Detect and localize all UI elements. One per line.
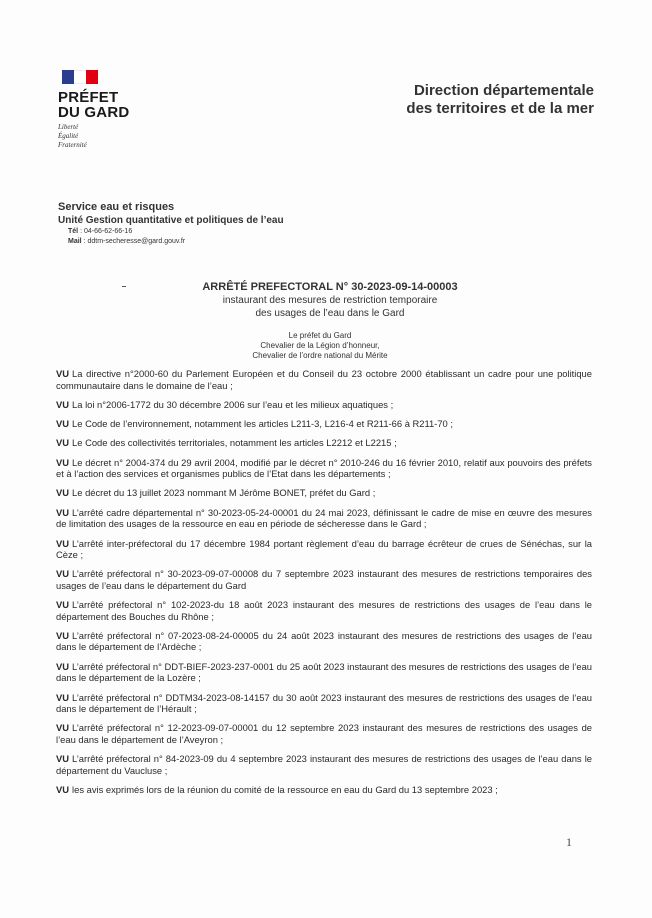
arrete-subtitle-1: instaurant des mesures de restriction temporaire (222, 295, 438, 306)
margin-mark (122, 286, 126, 287)
visa-item (56, 661, 592, 684)
visa-text: L’arrêté préfectoral n° 07-2023-08-24-00005 du 24 août 2023 instaurant des mesures de restrictions des usages de l’eau dans le département de l’Ardèche ; (56, 629, 592, 653)
visa-text: L’arrêté préfectoral n° DDT-BIEF-2023-237-0001 du 25 août 2023 instaurant des mesures de restrictions des usages de l’eau dans le département de la Lozère ; (56, 660, 592, 684)
visa-item (56, 507, 592, 530)
visas-list (56, 368, 592, 803)
flag-red-band (86, 70, 98, 84)
prefet-line-3: Chevalier de l’ordre national du Mérite (252, 351, 388, 360)
visa-text: L’arrêté préfectoral n° 12-2023-09-07-00001 du 12 septembre 2023 instaurant des mesures de restrictions des usages de l’eau dans le département de l’Aveyron ; (56, 722, 592, 745)
visa-prefix: VU (56, 368, 70, 379)
service-tel (58, 227, 284, 237)
visa-prefix: VU (56, 537, 70, 549)
visa-text: Le Code des collectivités territoriales, notamment les articles L2212 et L2215 ; (72, 437, 397, 449)
arrete-subtitle-2: des usages de l’eau dans le Gard (255, 308, 405, 319)
motto-egalite: Égalité (58, 132, 79, 140)
visa-item (56, 457, 592, 480)
tel-label: Tél (68, 228, 79, 235)
tel-value: : 04-66-62-66-16 (80, 228, 133, 235)
visa-text: Le Code de l’environnement, notamment les articles L211-3, L216-4 et R211-66 à R211-70 ; (72, 418, 453, 430)
visa-prefix: VU (56, 753, 70, 765)
direction-heading (406, 82, 594, 118)
visa-item (56, 538, 592, 561)
republic-motto (58, 123, 87, 150)
visa-text: les avis exprimés lors de la réunion du comité de la ressource en eau du Gard du 13 septembre 2023 ; (72, 783, 498, 795)
service-unit: Unité Gestion quantitative et politiques de l’eau (58, 215, 284, 226)
visa-text: Le décret du 13 juillet 2023 nommant M Jérôme BONET, préfet du Gard ; (72, 487, 376, 499)
flag-blue-band (62, 70, 74, 84)
page-number: 1 (566, 835, 572, 849)
logo-line-2: DU GARD (58, 104, 130, 121)
motto-liberte: Liberté (58, 123, 79, 131)
prefet-logo-text (58, 90, 129, 120)
prefet-titles (190, 331, 450, 361)
flag-white-band (74, 70, 86, 84)
visa-prefix: VU (56, 783, 70, 795)
visa-prefix: VU (56, 691, 70, 703)
visa-prefix: VU (56, 506, 70, 518)
visa-item (56, 784, 592, 796)
service-name: Service eau et risques (58, 201, 175, 213)
visa-item (56, 630, 592, 653)
logo-line-1: PRÉFET (58, 89, 119, 106)
visa-item (56, 568, 592, 591)
visa-item (56, 437, 592, 449)
visa-prefix: VU (56, 660, 70, 672)
visa-text: L’arrêté préfectoral n° DDTM34-2023-08-14157 du 30 août 2023 instaurant des mesures de restrictions des usages de l’eau dans le département de l’Hérault ; (56, 691, 592, 715)
service-block (58, 200, 284, 247)
prefet-line-1: Le préfet du Gard (288, 331, 352, 340)
service-mail (58, 237, 284, 247)
prefet-line-2: Chevalier de la Légion d’honneur, (260, 341, 380, 350)
visa-prefix: VU (56, 487, 70, 499)
visa-prefix: VU (56, 568, 70, 580)
visa-text: L’arrêté inter-préfectoral du 17 décembre 1984 portant règlement d’eau du barrage écrêteur de crues de Sénéchas, sur la Cèze ; (56, 537, 592, 561)
visa-item (56, 487, 592, 499)
direction-line-2: des territoires et de la mer (406, 100, 594, 117)
visa-text: L’arrêté préfectoral n° 30-2023-09-07-00008 du 7 septembre 2023 instaurant des mesures de restrictions temporaires des usages de l’eau dans le département du Gard (56, 568, 592, 591)
visa-prefix: VU (56, 722, 70, 734)
visa-prefix: VU (56, 629, 70, 641)
arrete-title-block (130, 280, 530, 320)
visa-text: L’arrêté préfectoral n° 102-2023-du 18 août 2023 instaurant des mesures de restrictions des usages de l’eau dans le département des Bouches du Rhône ; (56, 599, 592, 622)
french-flag-logo (62, 70, 98, 84)
direction-line-1: Direction départementale (413, 82, 594, 99)
visa-prefix: VU (56, 398, 70, 410)
visa-item (56, 368, 592, 391)
motto-fraternite: Fraternité (58, 141, 87, 149)
mail-value: : ddtm-secheresse@gard.gouv.fr (83, 238, 186, 245)
visa-prefix: VU (56, 437, 70, 449)
visa-item (56, 753, 592, 776)
mail-label: Mail (68, 238, 82, 245)
visa-text: La directive n°2000-60 du Parlement Européen et du Conseil du 23 octobre 2000 établissant un cadre pour une politique communautaire dans le domaine de l’eau ; (56, 368, 592, 391)
visa-prefix: VU (56, 599, 70, 611)
visa-item (56, 692, 592, 715)
visa-text: L’arrêté préfectoral n° 84-2023-09 du 4 septembre 2023 instaurant des mesures de restrictions des usages de l’eau dans le département du Vaucluse ; (56, 753, 592, 776)
visa-text: La loi n°2006-1772 du 30 décembre 2006 sur l’eau et les milieux aquatiques ; (72, 398, 394, 410)
visa-text: Le décret n° 2004-374 du 29 avril 2004, modifié par le décret n° 2010-246 du 16 février 2010, relatif aux pouvoirs des préfets et à l’action des services et organismes publics de l’Etat dans les départements ; (56, 456, 592, 480)
visa-prefix: VU (56, 418, 70, 430)
visa-item (56, 722, 592, 745)
visa-item (56, 599, 592, 622)
arrete-title: ARRÊTÉ PREFECTORAL N° 30-2023-09-14-00003 (202, 281, 458, 293)
visa-text: L’arrêté cadre départemental n° 30-2023-05-24-00001 du 24 mai 2023, définissant le cadre de mise en œuvre des mesures de limitation des usages de la ressource en eau en période de sécheresse dans le Gard ; (56, 506, 592, 530)
visa-item (56, 418, 592, 430)
visa-item (56, 399, 592, 411)
visa-prefix: VU (56, 456, 70, 468)
